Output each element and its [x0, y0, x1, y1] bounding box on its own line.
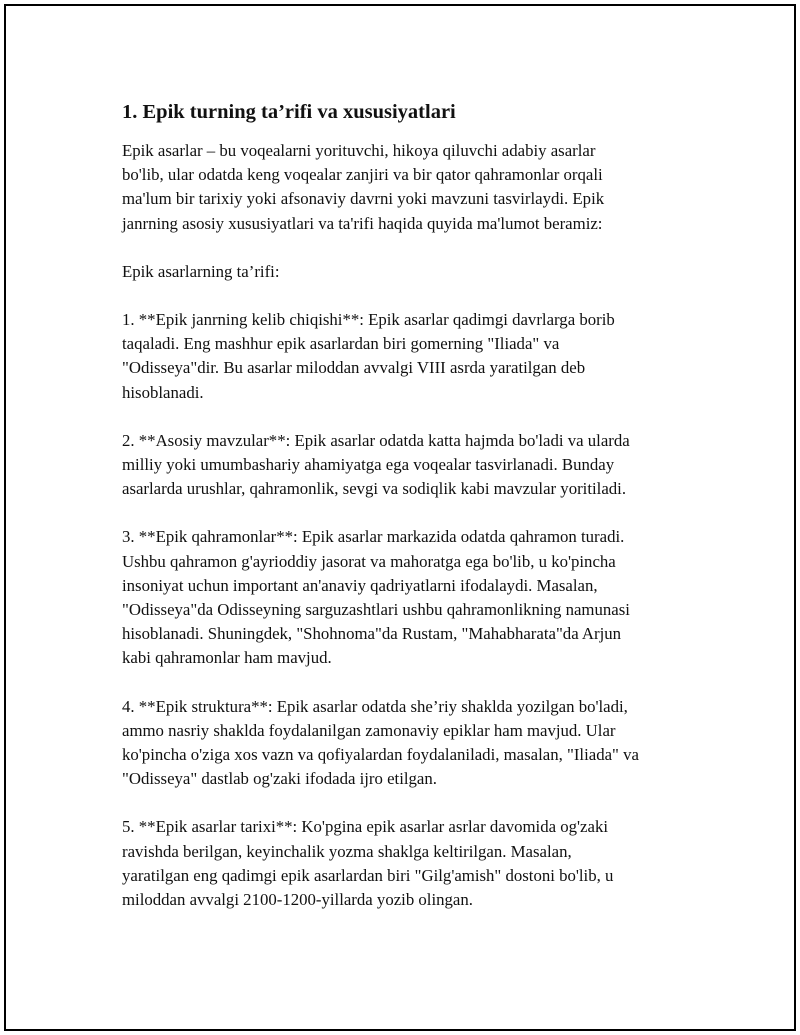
- text-line: hisoblanadi. Shuningdek, "Shohnoma"da Rustam, "Mahabharata"da Arjun: [122, 624, 622, 644]
- page-frame: [4, 4, 796, 1031]
- paragraph-item-1: [122, 308, 702, 405]
- text-line: "Odisseya"dir. Bu asarlar miloddan avvalgi VIII asrda yaratilgan deb: [122, 358, 586, 378]
- text-line: hisoblanadi.: [122, 382, 204, 402]
- text-line: 2. **Asosiy mavzular**: Epik asarlar odatda katta hajmda bo'ladi va ularda: [122, 430, 630, 450]
- text-line: ma'lum bir tarixiy yoki afsonaviy davrni yoki mavzuni tasvirlaydi. Epik: [122, 189, 605, 209]
- text-line: Ushbu qahramon g'ayrioddiy jasorat va mahoratga ega bo'lib, u ko'pincha: [122, 551, 616, 571]
- text-line: milliy yoki umumbashariy ahamiyatga ega voqealar tasvirlanadi. Bunday: [122, 455, 615, 475]
- text-line: "Odisseya" dastlab og'zaki ifodada ijro etilgan.: [122, 769, 437, 789]
- text-line: 3. **Epik qahramonlar**: Epik asarlar markazida odatda qahramon turadi.: [122, 527, 625, 547]
- text-line: miloddan avvalgi 2100-1200-yillarda yozib olingan.: [122, 890, 473, 910]
- text-line: bo'lib, ular odatda keng voqealar zanjiri va bir qator qahramonlar orqali: [122, 165, 603, 185]
- text-line: janrning asosiy xususiyatlari va ta'rifi haqida quyida ma'lumot beramiz:: [122, 213, 603, 233]
- paragraph-item-3: [122, 525, 702, 670]
- text-line: taqaladi. Eng mashhur epik asarlardan biri gomerning "Iliada" va: [122, 334, 560, 354]
- text-line: kabi qahramonlar ham mavjud.: [122, 648, 332, 668]
- paragraph-item-5: [122, 815, 702, 912]
- paragraph-item-2: [122, 429, 702, 502]
- text-line: asarlarda urushlar, qahramonlik, sevgi va sodiqlik kabi mavzular yoritiladi.: [122, 479, 627, 499]
- paragraph-definition-label: [122, 260, 702, 284]
- section-heading: 1. Epik turning ta’rifi va xususiyatlari: [122, 101, 456, 123]
- text-line: Epik asarlarning ta’rifi:: [122, 261, 280, 281]
- text-line: ammo nasriy shaklda foydalanilgan zamonaviy epiklar ham mavjud. Ular: [122, 720, 616, 740]
- text-line: 5. **Epik asarlar tarixi**: Ko'pgina epik asarlar asrlar davomida og'zaki: [122, 817, 609, 837]
- text-line: insoniyat uchun important an'anaviy qadriyatlarni ifodalaydi. Masalan,: [122, 575, 598, 595]
- document-body: [122, 98, 702, 936]
- text-line: "Odisseya"da Odisseyning sarguzashtlari ushbu qahramonlikning namunasi: [122, 600, 630, 620]
- text-line: ravishda berilgan, keyinchalik yozma shaklga keltirilgan. Masalan,: [122, 841, 572, 861]
- text-line: Epik asarlar – bu voqealarni yorituvchi, hikoya qiluvchi adabiy asarlar: [122, 141, 596, 160]
- text-line: 1. **Epik janrning kelib chiqishi**: Epik asarlar qadimgi davrlarga borib: [122, 310, 615, 330]
- text-line: yaratilgan eng qadimgi epik asarlardan biri "Gilg'amish" dostoni bo'lib, u: [122, 865, 614, 885]
- text-line: ko'pincha o'ziga xos vazn va qofiyalardan foydalaniladi, masalan, "Iliada" va: [122, 745, 639, 765]
- paragraph-item-4: [122, 695, 702, 792]
- text-line: 4. **Epik struktura**: Epik asarlar odatda she’riy shaklda yozilgan bo'ladi,: [122, 696, 628, 716]
- paragraph-intro: [122, 139, 702, 236]
